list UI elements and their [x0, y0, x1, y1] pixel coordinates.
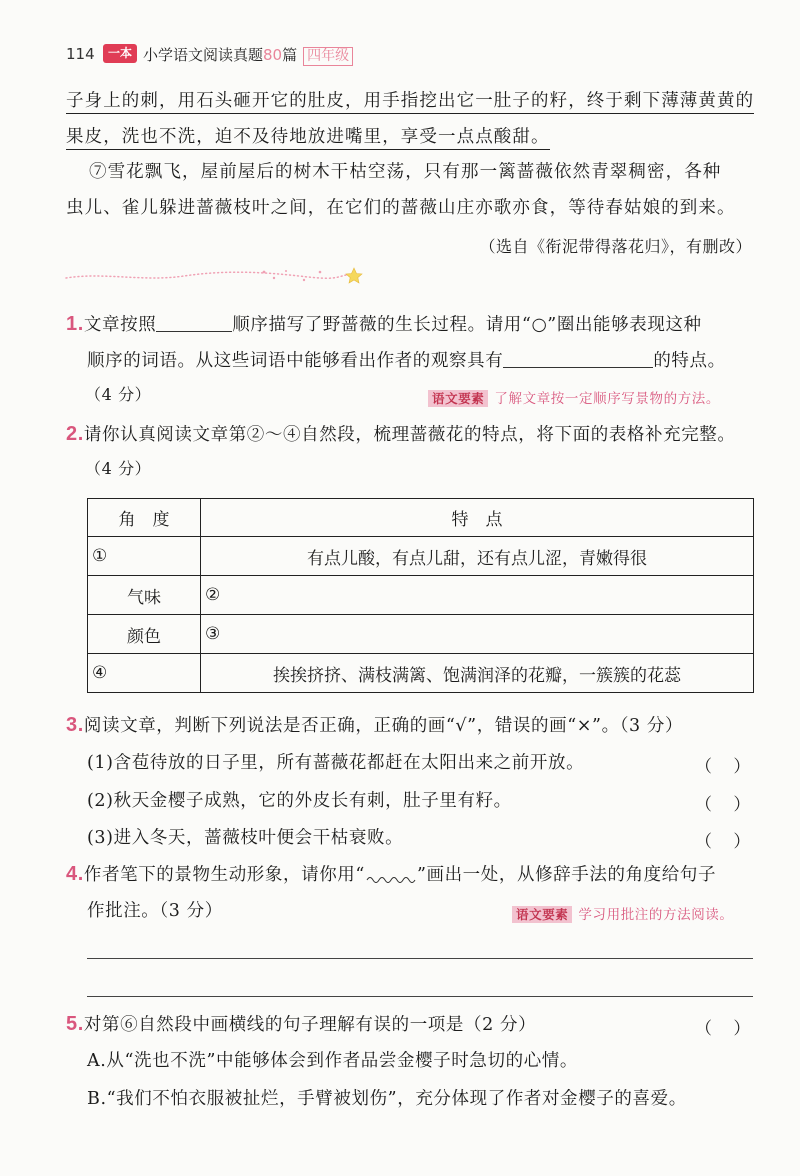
book-title-number: 80	[263, 46, 283, 64]
book-title-prefix: 小学语文阅读真题	[143, 46, 264, 64]
question-2-number: 2.	[66, 423, 84, 445]
table-row	[88, 576, 754, 615]
wavy-line-icon	[365, 870, 417, 884]
question-3-item-3: (3)进入冬天，蔷薇枝叶便会干枯衰败。	[87, 828, 404, 848]
question-1-language-element	[428, 387, 720, 407]
table-cell-feature[interactable]: ③	[201, 615, 754, 654]
table-row	[88, 537, 754, 576]
book-title	[143, 44, 353, 66]
table-cell-feature[interactable]: ②	[201, 576, 754, 615]
question-1-blank-2[interactable]	[503, 349, 653, 368]
answer-paren[interactable]: （ ）	[695, 795, 759, 815]
language-element-text: 了解文章按一定顺序写景物的方法。	[494, 391, 721, 407]
language-element-chip: 语文要素	[512, 906, 572, 923]
passage-line-1-text: 子身上的刺，用石头砸开它的肚皮，用手指挖出它一肚子的籽，终于剩下薄薄黄黄的	[66, 91, 754, 114]
question-4-language-element	[512, 903, 734, 923]
question-5	[66, 1013, 536, 1036]
question-5-number: 5.	[66, 1013, 84, 1035]
table-cell-angle: 颜色	[88, 615, 201, 654]
feature-table	[87, 498, 754, 693]
paragraph-7-line-1: ⑦雪花飘飞，屋前屋后的树木干枯空荡，只有那一篱蔷薇依然青翠稠密，各种	[89, 162, 722, 182]
question-5-option-a[interactable]: A.从“洗也不洗”中能够体会到作者品尝金樱子时急切的心情。	[87, 1051, 578, 1071]
table-cell-feature: 有点儿酸，有点儿甜，还有点儿涩，青嫩得很	[201, 537, 754, 576]
passage-line-2	[66, 126, 550, 148]
answer-line[interactable]	[87, 958, 753, 959]
book-title-suffix: 篇	[282, 46, 298, 64]
passage-source: （选自《衔泥带得落花归》，有删改）	[479, 237, 752, 256]
table-header-row	[88, 499, 754, 537]
question-4-line-2: 作批注。（3 分）	[87, 901, 223, 921]
answer-paren[interactable]: （ ）	[695, 832, 759, 852]
publisher-badge: 一本	[103, 44, 137, 63]
question-3-item-2: (2)秋天金樱子成熟，它的外皮长有刺，肚子里有籽。	[87, 791, 512, 811]
answer-paren[interactable]: （ ）	[695, 1019, 759, 1039]
language-element-chip: 语文要素	[428, 390, 488, 407]
page-number: 114	[66, 45, 95, 63]
question-1-line-2-text-a: 顺序的词语。从这些词语中能够看出作者的观察具有	[87, 351, 504, 371]
star-icon	[346, 268, 362, 283]
question-4-number: 4.	[66, 863, 84, 885]
question-2-text: 请你认真阅读文章第②～④自然段，梳理蔷薇花的特点，将下面的表格补充完整。	[83, 425, 736, 445]
question-1-score: （4 分）	[85, 385, 152, 404]
language-element-text: 学习用批注的方法阅读。	[578, 907, 734, 923]
table-row	[88, 615, 754, 654]
answer-paren[interactable]: （ ）	[695, 757, 759, 777]
table-header-feature: 特 点	[201, 499, 754, 537]
question-2-score: （4 分）	[85, 459, 152, 478]
question-1-line-2-text-b: 的特点。	[653, 351, 726, 371]
table-cell-angle: 气味	[88, 576, 201, 615]
question-2	[66, 423, 736, 446]
question-4	[66, 863, 716, 886]
question-3	[66, 714, 683, 737]
table-row	[88, 654, 754, 693]
question-4-text-a: 作者笔下的景物生动形象，请你用“	[83, 865, 365, 885]
table-header-angle: 角 度	[88, 499, 201, 537]
question-4-text-b: ”画出一处，从修辞手法的角度给句子	[416, 865, 717, 885]
grade-label: 四年级	[303, 47, 353, 66]
table-cell-feature: 挨挨挤挤、满枝满篱、饱满润泽的花瓣，一簇簇的花蕊	[201, 654, 754, 693]
question-1-line-2	[87, 349, 726, 372]
question-3-text: 阅读文章，判断下列说法是否正确，正确的画“√”，错误的画“×”。（3 分）	[83, 716, 684, 736]
question-3-number: 3.	[66, 714, 84, 736]
passage-line-2-text: 果皮，洗也不洗，迫不及待地放进嘴里，享受一点点酸甜。	[66, 127, 550, 150]
paragraph-7-line-2: 虫儿、雀儿躲进蔷薇枝叶之间，在它们的蔷薇山庄亦歌亦食，等待春姑娘的到来。	[66, 198, 736, 218]
question-1	[66, 313, 702, 336]
decorative-divider	[64, 266, 364, 286]
question-1-text-b: 顺序描写了野蔷薇的生长过程。请用“○”圈出能够表现这种	[232, 315, 702, 335]
answer-line[interactable]	[87, 996, 753, 997]
question-3-item-1: (1)含苞待放的日子里，所有蔷薇花都赶在太阳出来之前开放。	[87, 753, 585, 773]
passage-line-1	[66, 90, 754, 112]
question-5-option-b[interactable]: B.“我们不怕衣服被扯烂，手臂被划伤”，充分体现了作者对金樱子的喜爱。	[87, 1089, 687, 1109]
question-1-number: 1.	[66, 313, 84, 335]
question-1-text-a: 文章按照	[83, 315, 157, 335]
question-1-blank-1[interactable]	[156, 313, 232, 332]
table-cell-angle[interactable]: ④	[88, 654, 201, 693]
question-5-text: 对第⑥自然段中画横线的句子理解有误的一项是（2 分）	[83, 1015, 537, 1035]
table-cell-angle[interactable]: ①	[88, 537, 201, 576]
